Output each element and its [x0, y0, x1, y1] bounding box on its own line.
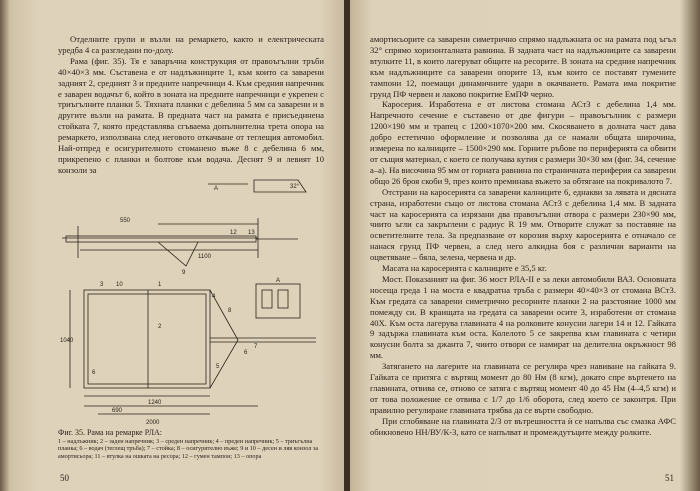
label-5: 5: [216, 363, 220, 370]
frame-drawing: [58, 178, 324, 428]
right-paragraph-4: Масата на каросерията с калниците е 35,5 кг.: [382, 263, 547, 274]
label-12: 12: [230, 229, 237, 236]
left-page: [0, 0, 344, 491]
label-13: 13: [248, 229, 255, 236]
label-6: 6: [244, 349, 248, 356]
right-paragraph-5: Мост. Показаният на фиг. 36 мост РЛА-II е за леки автомобили ВАЗ. Основната носеща греда 1 на моста е квадратна тръба с размери 40×40×3 от стомана ВСт3. Към гредата са заварени симетрично ресорните планки 2 на разстояние 1000 мм помежду си. В краищата на гредата са заварени осите 3, изработени от стомана 40Х. Към оста лагерува главината 4 на ролковите конусни лагери 14 и 12. Гайката 9 задържа главината към оста. Колелото 5 се закрепва към главината с четири конусни болта за джанта 7, чиито отвори се намират на делителна окръжност 98 мм.: [370, 273, 676, 361]
dim-1240: 1240: [148, 399, 162, 406]
frame-figure: [58, 178, 324, 428]
dim-1040: 1040: [60, 337, 74, 344]
right-paragraph-7: При сглобяване на главината 2/3 от вътрешността ѝ се напълва със смазка АФС обикновено НН/ВУ/К-3, като се напълват и промеждутъците между ролките.: [370, 415, 676, 437]
label-4: 4: [212, 293, 216, 300]
label-1: 1: [158, 281, 162, 288]
label-11: 6: [92, 369, 96, 376]
label-3-top: 3: [100, 281, 104, 288]
angle-label: 32°: [290, 183, 300, 190]
view-a-label: A: [276, 277, 281, 284]
label-10: 10: [116, 281, 123, 288]
figure-caption: Фиг. 35. Рама на ремарке РЛА:: [58, 427, 162, 437]
left-paragraph-2: Рама (фиг. 35). Тя е заваръчна конструкция от правоъгълни тръби 40×40×3 мм. Съставена е от надлъжниците 1, към които са заварени задният 2, средният 3 и предните напречници 4. Към средния напречник е заварен водачът 6, който в зоната на предните напречници е укрепен с триъгълните планки 5. Тяхната планки с дебелина 5 мм са заварени и в другите възли на рамата. В предната част на рамата е присъединена стойката 7, която представлява сгъваема допълнителна трета опора на ремаркето, използвана след неговото откачване от теглещия автомобил. Най-отпред е осигурителното стоманено въже 8 с дебелина 6 мм, прикрепено с планки и болтове към водача. Деснят 9 и левият 10 конзоли за: [58, 55, 324, 175]
dim-690: 690: [112, 407, 123, 414]
right-page: [350, 0, 700, 491]
label-8: 8: [228, 307, 232, 314]
dim-1100: 1100: [198, 253, 211, 260]
right-paragraph-6: Затягането на лагерите на главината се регулира чрез навиване на гайката 9. Гайката се притяга с въртящ момент до 80 Нм (8 кгм), докато спре въртенето на главината, отвива се, отново се затяга с въртящ момент 40 до 45 Нм (4–4,5 кгм) и от това положение се отвива с 1/7 до 1/6 оборота, след което се законтря. При правилно регулиране главината трябва да се върти свободно.: [370, 361, 676, 415]
label-7: 7: [254, 343, 258, 350]
left-paragraph-1: Отделните групи и възли на ремаркето, както и електрическата уредба 4 са разгледани по-долу.: [58, 34, 324, 55]
label-9: 9: [182, 269, 186, 276]
figure-legend: 1 – надлъжник; 2 – заден напречник; 3 – среден напречник; 4 – преден напречник; 5 – триъгълна планка; 6 – водач (теглещ тръба); 7 – стойка; 8 – осигурително въже; 9 и 10 – десен и ляв конзол за амортисьора; 11 – втулка на ошката на ресора; 12 – гумен тампон; 13 – опора: [58, 437, 319, 460]
dim-550: 550: [120, 217, 131, 224]
page-number-right: 51: [665, 473, 674, 483]
right-paragraph-1: амортисьорите са заварени симетрично спрямо надлъжната ос на рамата под ъгъл 32° спрямо хоризонталната равнина. В задната част на надлъжниците са заварени втулките 11, в които лагеруват общите на ресорите. В зоната на средния напречник към надлъжниците са заварени опорите 13, към които се поставят гумените тампони 12, поемащи динамичните удари в окачването. Рамата има покритие грунд ПФ червен и лаково покритие ЕмПФ черно.: [370, 34, 676, 99]
dim-2000: 2000: [146, 419, 160, 426]
page-number-left: 50: [60, 473, 69, 483]
label-2: 2: [158, 323, 162, 330]
right-paragraph-3: Отстрани на каросерията са заварени калниците 6, еднакви за лявата и дясната страна, изработени също от листова стомана АСт3 с дебелина 1,4 мм. В задната част на каросерията са изрязани два правоъгълни отвора с размери 230×90 мм, чиито ъгли са закръглени с радиус R 19 мм. Отворите служат за поставяне на осветителните тела. За предпазване от корозия върху каросерията е отначало се нанася грунд ПФ червен, а след него алкидна боя с различни варианти на оцветяване – бяла, зелена, червена и др.: [370, 186, 676, 263]
right-paragraph-2: Каросерия. Изработена е от листова стомана АСт3 с дебелина 1,4 мм. Напречното сечение е съставено от две фигури – правоъгълник с размери 1200×190 мм и трапец с 1200×1070×200 мм. Скосяването в долната част дава добро естетично оформление и позволява да се намали общата широчина, измерена по калниците – 1500×290 мм. Горните ръбове по периферията са обвити от същия материал, с което се получава кутия с размери 30×30 мм (фиг. 34, сечение а–а). На височина 95 мм от горната равнина по страничната периферия са заварени общо 26 броя скоби 9, през които преминава въжето за обтягане на покривалото 7.: [370, 99, 676, 186]
section-mark: А: [214, 185, 219, 192]
